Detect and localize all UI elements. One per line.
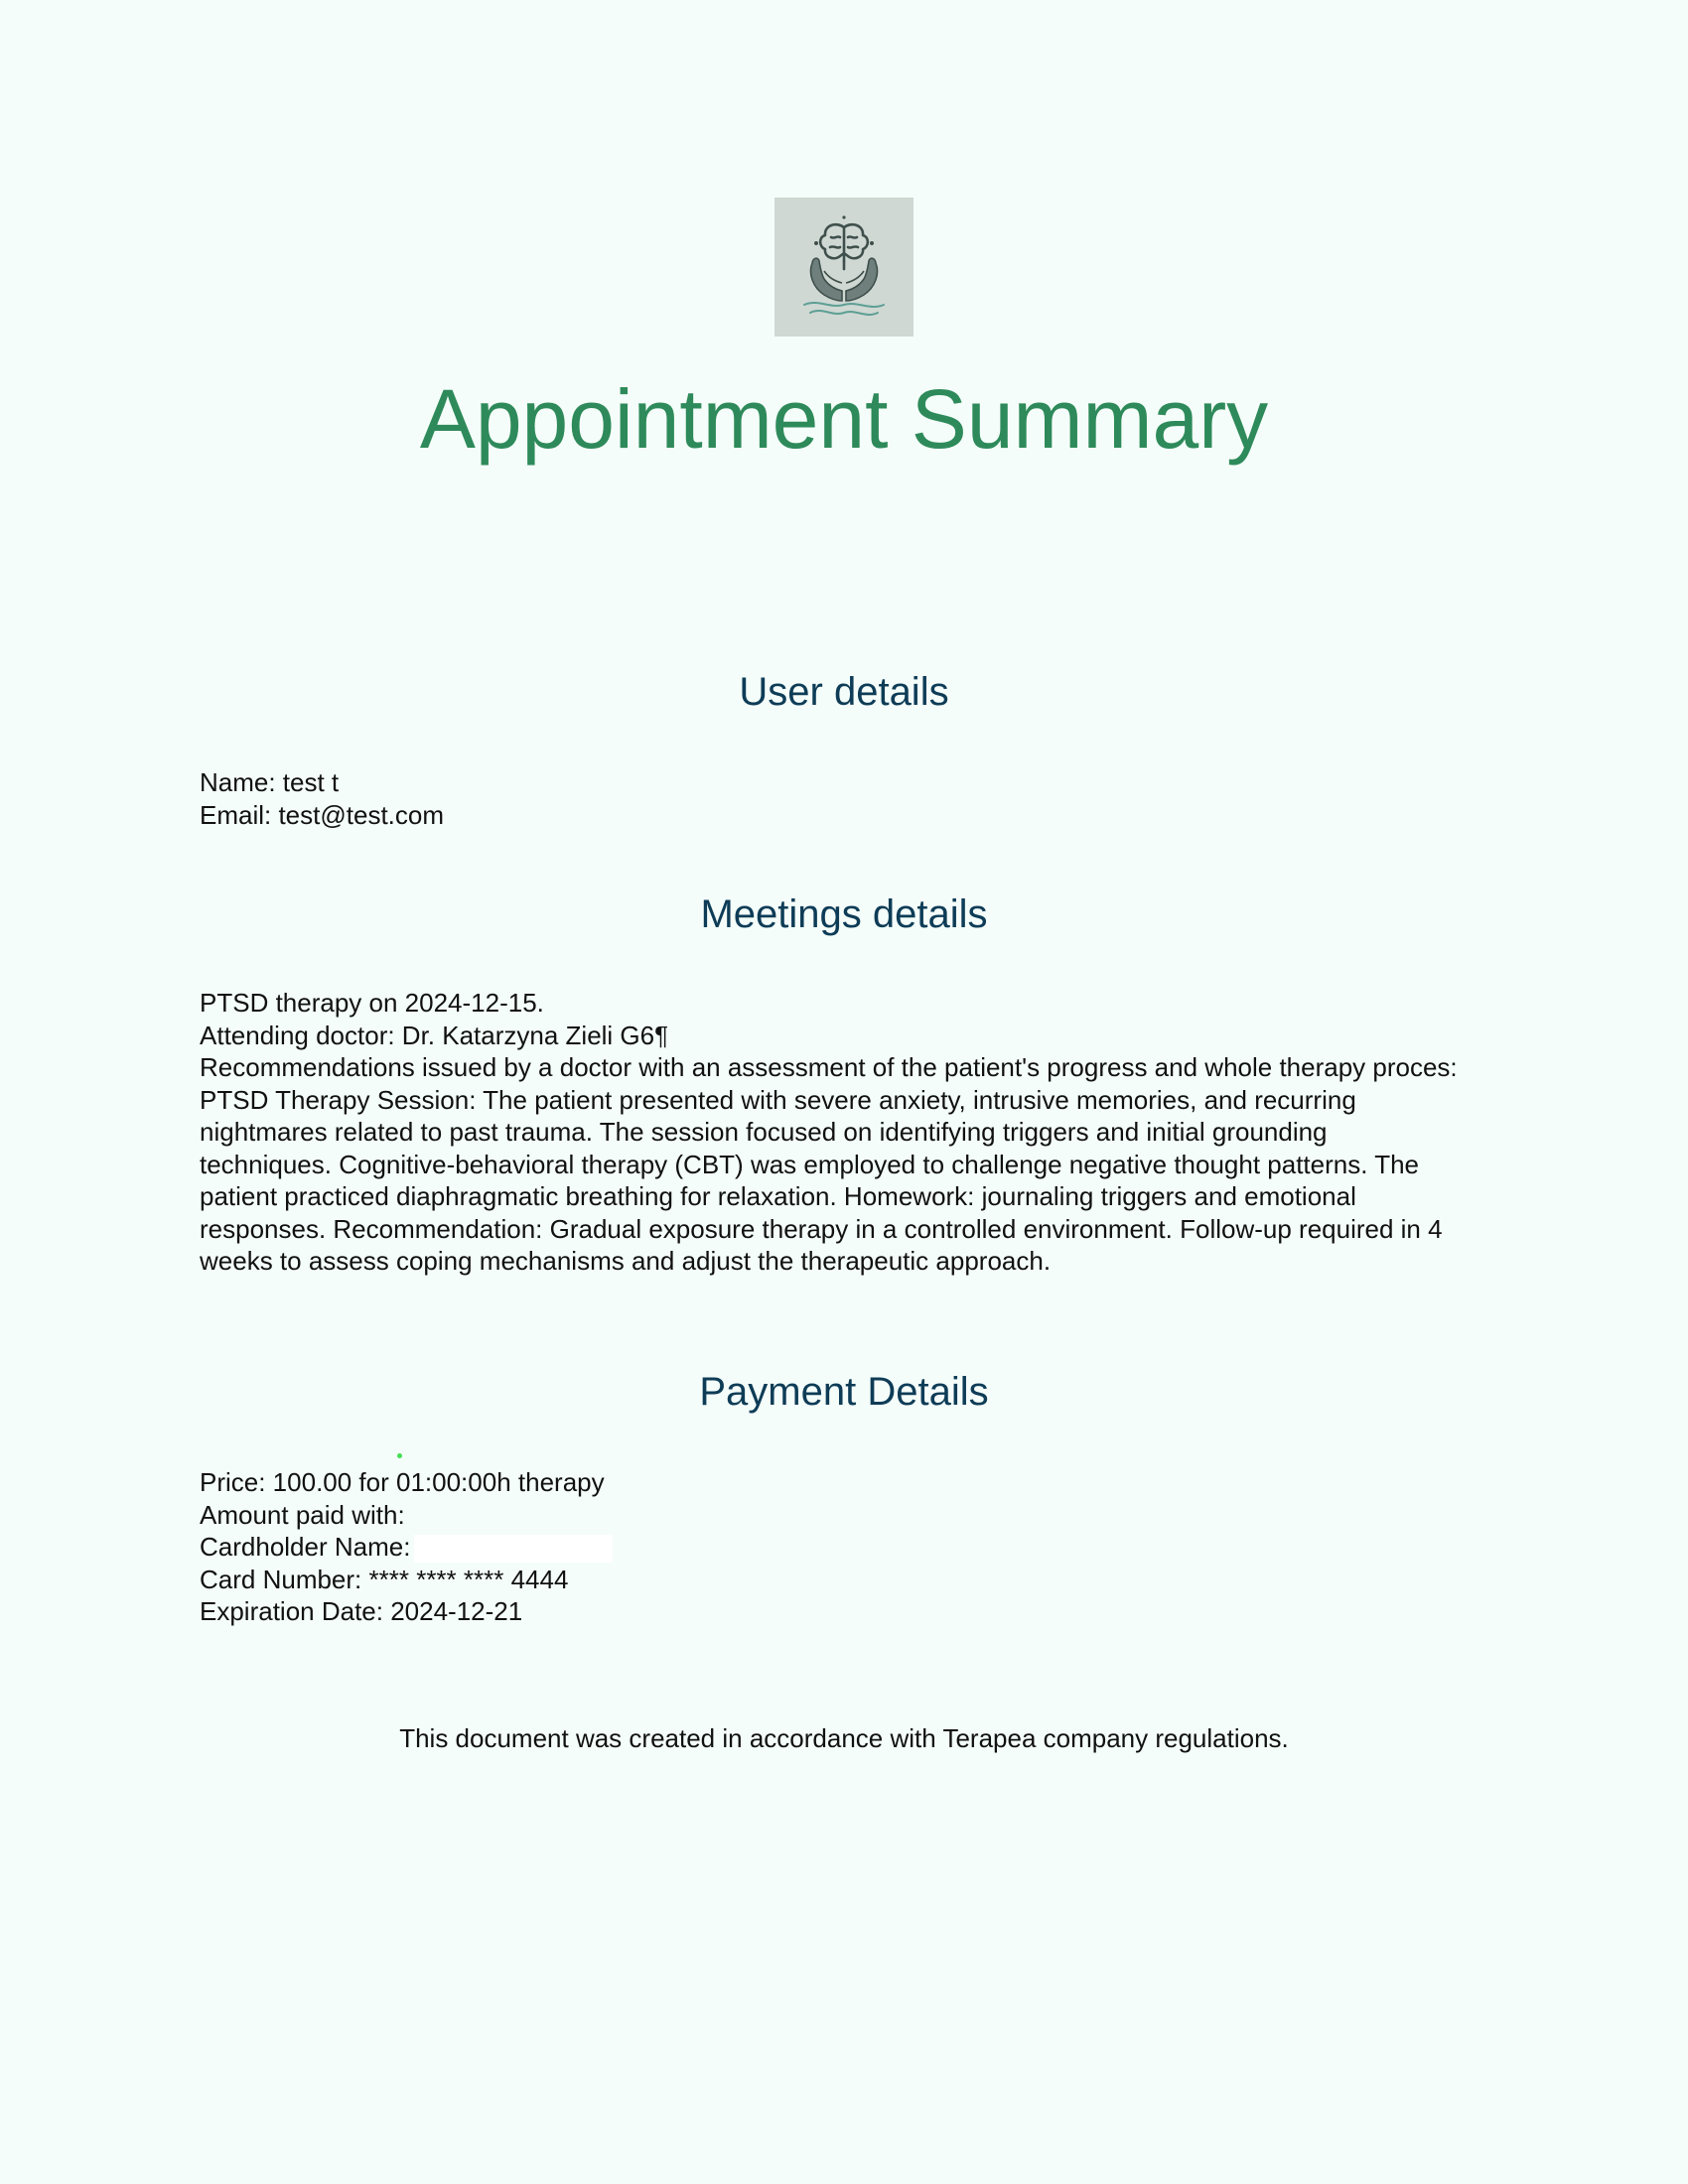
- recommendations-intro: Recommendations issued by a doctor with an assessment of the patient's progress and whole therapy proces:: [200, 1052, 1458, 1082]
- page-title: Appointment Summary: [419, 372, 1269, 466]
- user-name-line: Name: test t: [200, 767, 340, 797]
- cardholder-redaction: [414, 1535, 613, 1563]
- meetings-details-heading: Meetings details: [700, 892, 988, 936]
- meetings-details-block: [200, 987, 1461, 1278]
- user-email-line: Email: test@test.com: [200, 799, 445, 830]
- brain-in-hands-icon: [774, 198, 914, 337]
- stray-dot: [397, 1453, 402, 1458]
- session-notes: PTSD Therapy Session: The patient presented with severe anxiety, intrusive memories, and recurring nightmares related to past trauma. The session focused on identifying triggers and initial grounding techniques. Cognitive-behavioral therapy (CBT) was employed to challenge negative thought patterns. The patient practiced diaphragmatic breathing for relaxation. Homework: journaling triggers and emotional responses. Recommendation: Gradual exposure therapy in a controlled environment. Follow-up required in 4 weeks to assess coping mechanisms and adjust the therapeutic approach.: [200, 1084, 1443, 1276]
- card-number-line: Card Number: **** **** **** 4444: [200, 1564, 569, 1594]
- therapy-line: PTSD therapy on 2024-12-15.: [200, 988, 544, 1018]
- payment-details-heading: Payment Details: [699, 1370, 989, 1414]
- user-details-block: [200, 766, 1461, 831]
- doctor-line: Attending doctor: Dr. Katarzyna Zieli G6¶: [200, 1020, 669, 1050]
- user-details-heading: User details: [739, 670, 949, 714]
- price-line: Price: 100.00 for 01:00:00h therapy: [200, 1467, 605, 1497]
- payment-details-block: [200, 1466, 1461, 1628]
- cardholder-line: [200, 1531, 1461, 1564]
- cardholder-label: Cardholder Name:: [200, 1532, 411, 1562]
- footer-text: This document was created in accordance with Terapea company regulations.: [399, 1723, 1289, 1753]
- amount-paid-line: Amount paid with:: [200, 1499, 405, 1530]
- expiration-line: Expiration Date: 2024-12-21: [200, 1596, 523, 1626]
